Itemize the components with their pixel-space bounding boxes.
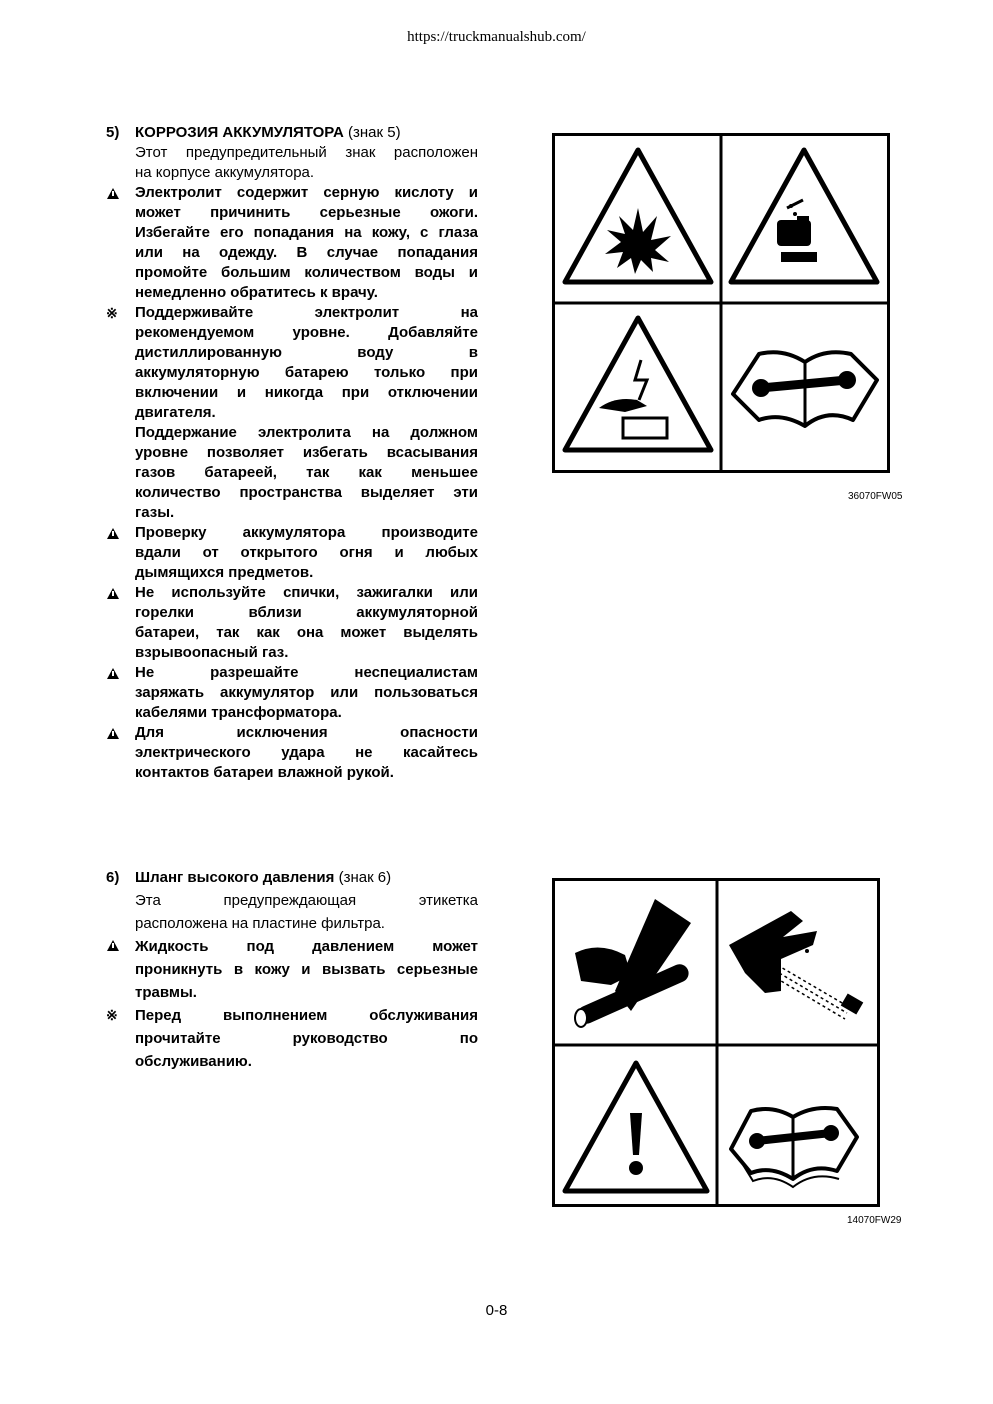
warning-item-line: количество пространства выделяет эти bbox=[135, 484, 478, 501]
section-5-title-suffix: (знак 5) bbox=[348, 124, 401, 141]
warning-item-line bbox=[106, 723, 478, 743]
warning-item-line: батареи, так как она может выделять bbox=[135, 624, 478, 641]
warning-item-line: проникнуть в кожу и вызвать серьезные bbox=[135, 961, 478, 978]
figure-reference-6: 14070FW29 bbox=[847, 1215, 902, 1226]
section-6-title-suffix: (знак 6) bbox=[338, 869, 392, 886]
battery-warning-figure bbox=[552, 133, 890, 473]
warning-item-line: промойте большим количеством воды и bbox=[135, 264, 478, 281]
general-warning-icon bbox=[565, 1063, 707, 1191]
section-5-heading bbox=[106, 123, 478, 143]
section-5-items bbox=[106, 183, 478, 783]
section-6 bbox=[106, 866, 478, 1073]
warning-triangle-shape bbox=[107, 188, 119, 199]
hose-warning-pictograms bbox=[555, 881, 877, 1204]
warning-item-line bbox=[106, 183, 478, 203]
warning-item-text: Не используйте спички, зажигалки или bbox=[135, 584, 478, 601]
read-manual-icon bbox=[731, 1108, 857, 1187]
warning-item-text: Проверку аккумулятора производите bbox=[135, 524, 478, 541]
warning-item-line: может причинить серьезные ожоги. bbox=[135, 204, 478, 221]
warning-triangle-shape bbox=[107, 528, 119, 539]
section-5-intro-line: Этот предупредительный знак расположен bbox=[135, 144, 478, 161]
warning-item-line: вдали от открытого огня и любых bbox=[135, 544, 478, 561]
hose-pinch-hazard-icon bbox=[575, 899, 692, 1027]
warning-item-text: Жидкость под давлением может bbox=[135, 938, 478, 955]
warning-item-line bbox=[106, 1004, 478, 1027]
warning-item-line: Избегайте его попадания на кожу, с глаза bbox=[135, 224, 478, 241]
warning-item-line: газы. bbox=[135, 504, 175, 521]
warning-item-line: горелки вблизи аккумуляторной bbox=[135, 604, 478, 621]
read-manual-icon bbox=[733, 352, 877, 426]
warning-item-text: Для исключения опасности bbox=[135, 724, 478, 741]
warning-item-line bbox=[106, 935, 478, 958]
warning-item-line: немедленно обратитесь к врачу. bbox=[135, 284, 378, 301]
section-6-intro-line: расположена на пластине фильтра. bbox=[135, 915, 385, 932]
warning-item-line: контактов батареи влажной рукой. bbox=[135, 764, 394, 781]
corrosive-acid-icon bbox=[731, 150, 877, 282]
page-number: 0-8 bbox=[485, 1302, 508, 1319]
warning-item-line: заряжать аккумулятор или пользоваться bbox=[135, 684, 478, 701]
warning-item-line bbox=[106, 663, 478, 683]
warning-item-text: Поддерживайте электролит на bbox=[135, 304, 478, 321]
section-6-items bbox=[106, 935, 478, 1073]
warning-item-line: травмы. bbox=[135, 984, 197, 1001]
figure-reference-5: 36070FW05 bbox=[848, 491, 903, 502]
warning-item-line bbox=[106, 523, 478, 543]
warning-item-line: включении и никогда при отключении bbox=[135, 384, 478, 401]
warning-item-text: Перед выполнением обслуживания bbox=[135, 1007, 478, 1024]
warning-item-line: двигателя. bbox=[135, 404, 216, 421]
warning-item-line: обслуживанию. bbox=[135, 1053, 252, 1070]
warning-item-line: дистиллированную воду в bbox=[135, 344, 478, 361]
warning-item-text: Не разрешайте неспециалистам bbox=[135, 664, 478, 681]
warning-item-line: прочитайте руководство по bbox=[135, 1030, 478, 1047]
warning-item-line: газов батареей, так как меньшее bbox=[135, 464, 478, 481]
section-5-title: КОРРОЗИЯ АККУМУЛЯТОРА bbox=[135, 124, 344, 141]
section-6-title: Шланг высокого давления bbox=[135, 869, 335, 886]
warning-item-line: или на одежду. В случае попадания bbox=[135, 244, 478, 261]
warning-item-line: дымящихся предметов. bbox=[135, 564, 314, 581]
warning-item-line: кабелями трансформатора. bbox=[135, 704, 342, 721]
warning-item-line: уровне позволяет избегать всасывания bbox=[135, 444, 478, 461]
hose-warning-figure bbox=[552, 878, 880, 1207]
header-url: https://truckmanualshub.com/ bbox=[407, 29, 586, 45]
warning-item-line bbox=[106, 583, 478, 603]
battery-warning-pictograms bbox=[555, 136, 887, 470]
warning-item-line: взрывоопасный газ. bbox=[135, 644, 289, 661]
warning-triangle-shape bbox=[107, 728, 119, 739]
reference-mark-icon: ※ bbox=[106, 305, 118, 321]
warning-item-line: аккумуляторную батарею только при bbox=[135, 364, 478, 381]
warning-triangle-shape bbox=[107, 668, 119, 679]
electric-shock-battery-icon bbox=[565, 318, 711, 450]
fluid-injection-icon bbox=[729, 911, 863, 1019]
explosion-warning-icon bbox=[565, 150, 711, 282]
section-5 bbox=[106, 123, 478, 783]
section-5-number: 5) bbox=[106, 124, 120, 141]
warning-triangle-shape bbox=[107, 940, 119, 951]
warning-item-line: рекомендуемом уровне. Добавляйте bbox=[135, 324, 478, 341]
warning-item-text: Электролит содержит серную кислоту и bbox=[135, 184, 478, 201]
section-5-intro-line: на корпусе аккумулятора. bbox=[135, 164, 315, 181]
section-6-number: 6) bbox=[106, 869, 120, 886]
warning-triangle-shape bbox=[107, 588, 119, 599]
reference-mark-icon: ※ bbox=[106, 1007, 118, 1023]
section-6-heading bbox=[106, 866, 478, 889]
warning-item-line: электрического удара не касайтесь bbox=[135, 744, 478, 761]
section-6-intro-line: Эта предупреждающая этикетка bbox=[135, 892, 478, 909]
warning-item-line bbox=[106, 303, 478, 323]
warning-item-line: Поддержание электролита на должном bbox=[135, 424, 478, 441]
